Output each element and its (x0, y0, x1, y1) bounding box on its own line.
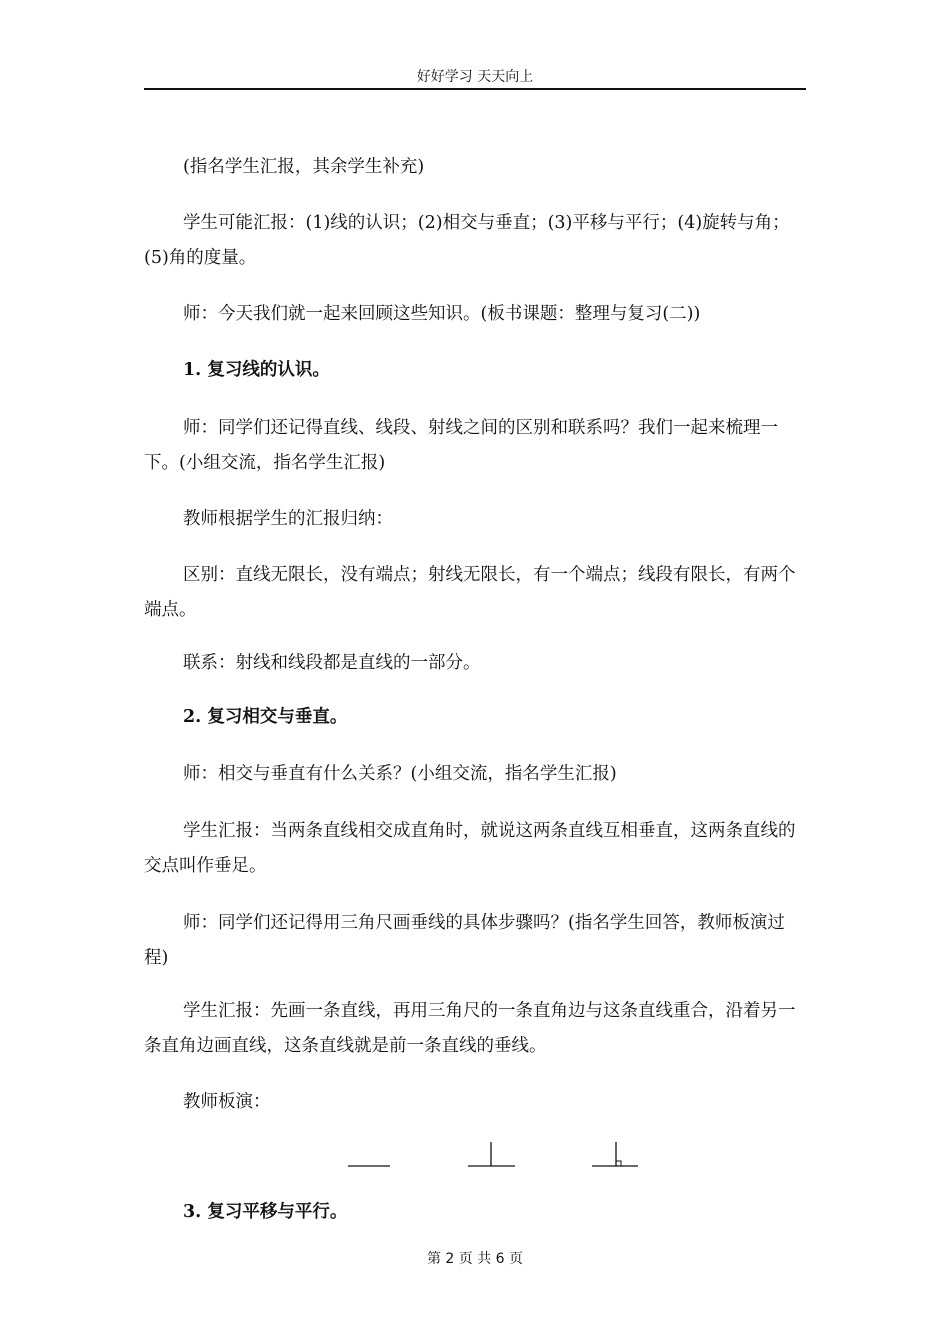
paragraph: 学生汇报：先画一条直线，再用三角尺的一条直角边与这条直线重合，沿着另一条直角边画直线，这条直线就是前一条直线的垂线。 (144, 1001, 796, 1056)
paragraph: 区别：直线无限长，没有端点；射线无限长，有一个端点；线段有限长，有两个端点。 (144, 565, 796, 620)
paragraph: 学生可能汇报：(1)线的认识；(2)相交与垂直；(3)平移与平行；(4)旋转与角；(5)角的度量。 (144, 213, 790, 268)
header-rule (144, 88, 806, 90)
paragraph: 学生汇报：当两条直线相交成直角时，就说这两条直线互相垂直，这两条直线的交点叫作垂足。 (144, 821, 796, 876)
section-heading: 1. 复习线的认识。 (183, 360, 330, 380)
paragraph: (指名学生汇报，其余学生补充) (183, 157, 425, 177)
paragraph: 师：今天我们就一起来回顾这些知识。(板书课题：整理与复习(二)) (183, 304, 701, 324)
paragraph: 教师板演： (183, 1092, 271, 1112)
paragraph: 师：同学们还记得用三角尺画垂线的具体步骤吗？(指名学生回答，教师板演过程) (144, 913, 785, 968)
step-3-perpendicular-with-right-angle (592, 1142, 638, 1166)
paragraph: 联系：射线和线段都是直线的一部分。 (183, 653, 481, 673)
step-2-perpendicular (468, 1142, 515, 1166)
paragraph: 师：相交与垂直有什么关系？(小组交流，指名学生汇报) (183, 764, 617, 784)
section-heading: 2. 复习相交与垂直。 (183, 707, 348, 727)
page-header: 好好学习 天天向上 (416, 69, 534, 85)
page-footer: 第 2 页 共 6 页 (426, 1251, 524, 1267)
section-heading: 3. 复习平移与平行。 (183, 1202, 348, 1222)
perpendicular-line-diagram (340, 1136, 650, 1176)
paragraph: 师：同学们还记得直线、线段、射线之间的区别和联系吗？我们一起来梳理一下。(小组交流，指名学生汇报) (144, 418, 778, 473)
paragraph: 教师根据学生的汇报归纳： (183, 509, 393, 529)
